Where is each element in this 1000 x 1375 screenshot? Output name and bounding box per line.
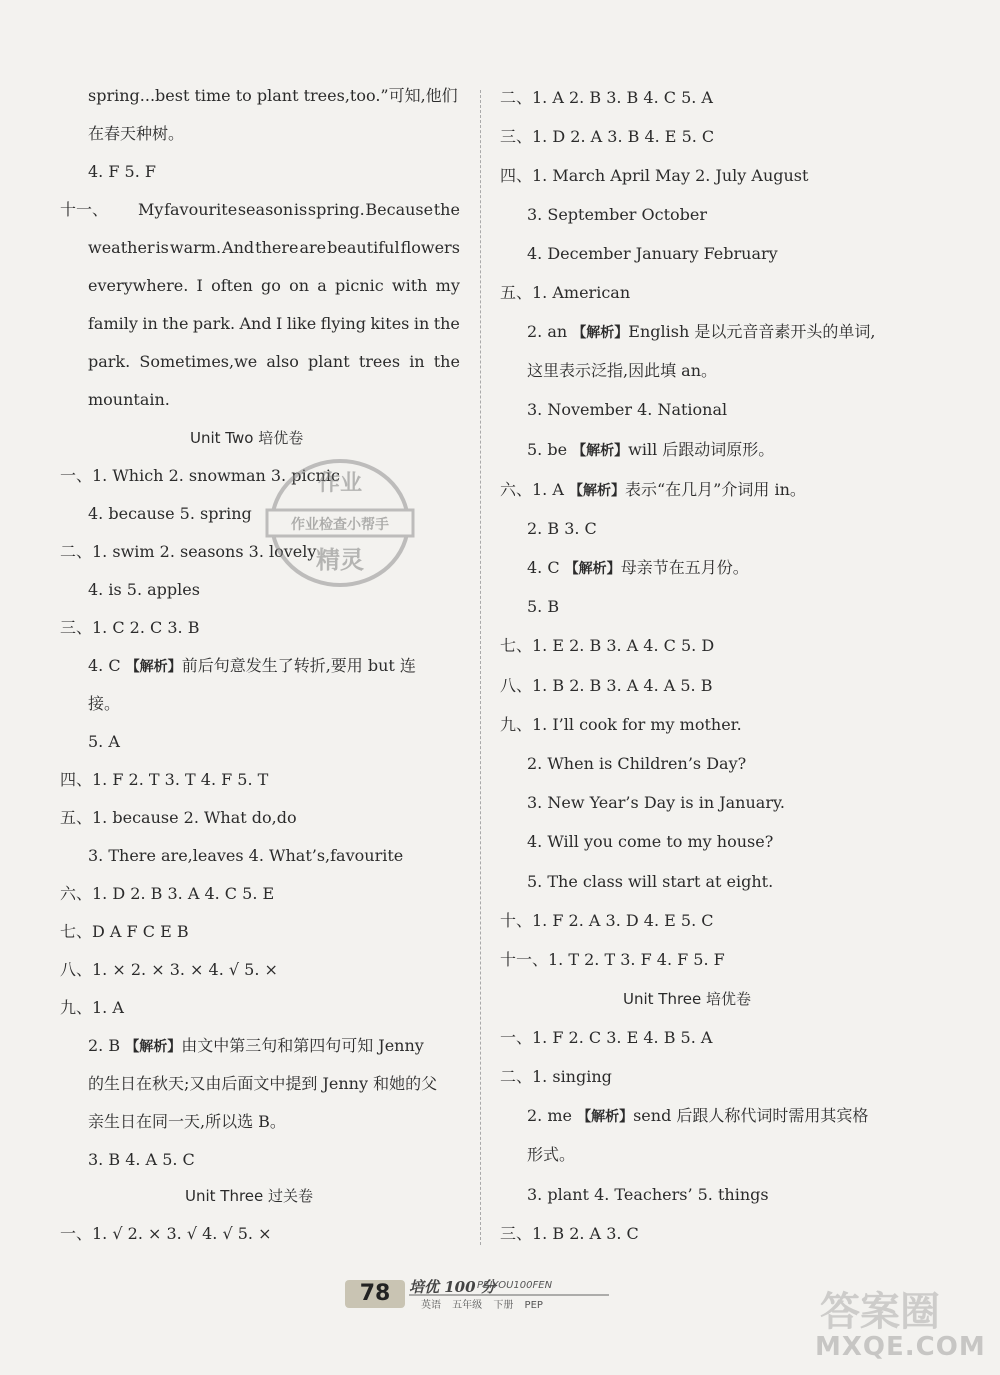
text-line: 在春天种树。 (88, 124, 185, 143)
answer-line: 5. B (527, 597, 560, 616)
answer-line: 七、D A F C E B (60, 922, 189, 941)
answer-line: 一、1. F 2. C 3. E 4. B 5. A (500, 1028, 713, 1047)
analysis-line: 5. be 【解析】will 后跟动词原形。 (527, 440, 775, 459)
essay-line: weather is warm. And there are beautiful flowers (88, 238, 460, 257)
essay-line: My favourite season is spring. Because the (138, 200, 460, 219)
brand-english: PEIYOU100FEN (477, 1280, 553, 1291)
answer-line: 三、1. B 2. A 3. C (500, 1224, 639, 1243)
answer-line: 五、1. American (500, 283, 631, 302)
unit-heading: Unit Two 培优卷 (190, 429, 304, 447)
stamp-bottom-text: 精灵 (316, 546, 364, 574)
answer-line: 4. December January February (527, 244, 778, 263)
answer-line: 一、1. √ 2. × 3. √ 4. √ 5. × (60, 1224, 272, 1243)
stamp-middle-text: 作业检查小帮手 (291, 517, 389, 533)
answer-line: 三、1. D 2. A 3. B 4. E 5. C (500, 127, 715, 146)
stamp-top-text: 作业 (317, 471, 363, 496)
answer-line: 四、1. F 2. T 3. T 4. F 5. T (60, 770, 269, 789)
unit-heading: Unit Three 过关卷 (185, 1187, 314, 1205)
answer-line: 七、1. E 2. B 3. A 4. C 5. D (500, 636, 715, 655)
answer-line: 一、1. Which 2. snowman 3. picnic (60, 466, 340, 485)
answer-line: 九、1. I’ll cook for my mother. (500, 715, 742, 734)
text-line: spring...best time to plant trees,too.”可知,他们 (88, 86, 458, 105)
answer-line: 3. plant 4. Teachers’ 5. things (527, 1185, 769, 1204)
homework-stamp-icon (265, 448, 415, 598)
book-subtitle: 英语 五年级 下册 PEP (421, 1300, 543, 1311)
site-watermark (815, 1280, 995, 1370)
essay-line: park. Sometimes,we also plant trees in the (88, 352, 460, 371)
answer-line: 八、1. × 2. × 3. × 4. √ 5. × (60, 960, 278, 979)
analysis-line: 接。 (88, 694, 121, 713)
answer-line: 六、1. D 2. B 3. A 4. C 5. E (60, 884, 275, 903)
analysis-line: 2. B 【解析】由文中第三句和第四句可知 Jenny (88, 1036, 424, 1055)
answer-line: 2. B 3. C (527, 519, 597, 538)
answer-line: 3. There are,leaves 4. What’s,favourite (88, 846, 404, 865)
analysis-tag: 【解析】 (125, 659, 182, 675)
answer-line: 八、1. B 2. B 3. A 4. A 5. B (500, 676, 713, 695)
answer-line: 四、1. March April May 2. July August (500, 166, 809, 185)
essay-line: everywhere. I often go on a picnic with my (88, 276, 460, 295)
answer-line: 3. B 4. A 5. C (88, 1150, 195, 1169)
answer-line: 二、1. swim 2. seasons 3. lovely (60, 542, 317, 561)
analysis-tag: 【解析】 (577, 1109, 634, 1125)
answer-line: 4. is 5. apples (88, 580, 200, 599)
watermark-cn: 答案圈 (820, 1289, 940, 1335)
analysis-tag: 【解析】 (564, 561, 621, 577)
watermark-url: MXQE.COM (815, 1332, 986, 1362)
answer-line: 4. Will you come to my house? (527, 832, 774, 851)
unit-heading: Unit Three 培优卷 (623, 990, 752, 1008)
answer-line: 5. A (88, 732, 120, 751)
page-footer (345, 1276, 615, 1316)
analysis-tag: 【解析】 (572, 443, 629, 459)
section-label: 十一、 (60, 200, 109, 219)
answer-line: 5. The class will start at eight. (527, 872, 774, 891)
essay-line: mountain. (88, 390, 170, 409)
analysis-tag: 【解析】 (569, 483, 625, 499)
answer-line: 五、1. because 2. What do,do (60, 808, 297, 827)
analysis-line: 这里表示泛指,因此填 an。 (527, 361, 718, 380)
analysis-line: 2. an 【解析】English 是以元音音素开头的单词, (527, 322, 876, 341)
answer-line: 九、1. A (60, 998, 124, 1017)
answer-line: 3. September October (527, 205, 708, 224)
answer-line: 4. because 5. spring (88, 504, 252, 523)
answer-line: 二、1. singing (500, 1067, 612, 1086)
analysis-line: 六、1. A 【解析】表示“在几月”介词用 in。 (500, 480, 806, 499)
answer-line: 2. When is Children’s Day? (527, 754, 747, 773)
brand-name: 培优 100 分 (409, 1278, 496, 1296)
page-number: 78 (345, 1280, 405, 1308)
column-divider (480, 90, 481, 1245)
answer-line: 十、1. F 2. A 3. D 4. E 5. C (500, 911, 714, 930)
answer-line: 3. New Year’s Day is in January. (527, 793, 785, 812)
analysis-tag: 【解析】 (572, 325, 629, 341)
answer-line: 3. November 4. National (527, 400, 728, 419)
analysis-line: 4. C 【解析】母亲节在五月份。 (527, 558, 749, 577)
answer-line: 十一、1. T 2. T 3. F 4. F 5. F (500, 950, 725, 969)
essay-line: family in the park. And I like flying kites in the (88, 314, 460, 333)
analysis-line: 4. C 【解析】前后句意发生了转折,要用 but 连 (88, 656, 416, 675)
answer-line: 二、1. A 2. B 3. B 4. C 5. A (500, 88, 713, 107)
answer-line: 三、1. C 2. C 3. B (60, 618, 200, 637)
analysis-tag: 【解析】 (125, 1039, 182, 1055)
analysis-line: 的生日在秋天;又由后面文中提到 Jenny 和她的父 (88, 1074, 438, 1093)
analysis-line: 亲生日在同一天,所以选 B。 (88, 1112, 286, 1131)
analysis-line: 形式。 (527, 1145, 576, 1164)
answer-line: 4. F 5. F (88, 162, 156, 181)
analysis-line: 2. me 【解析】send 后跟人称代词时需用其宾格 (527, 1106, 869, 1125)
